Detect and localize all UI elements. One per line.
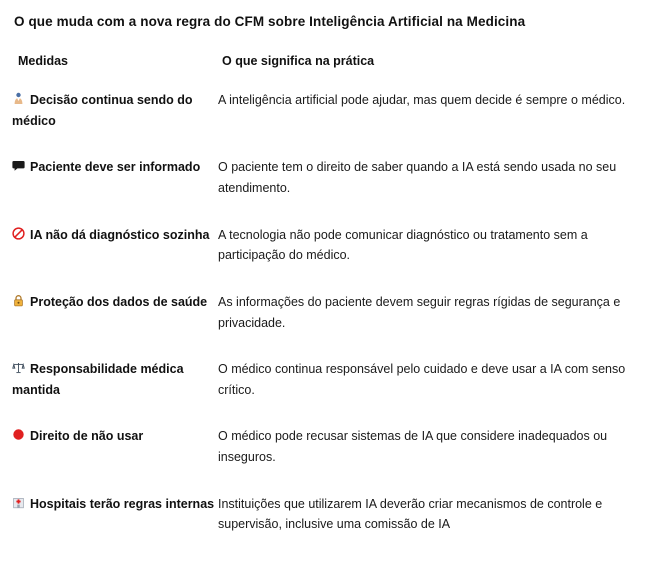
- hospital-icon: [12, 496, 25, 509]
- table-row: [12, 494, 655, 561]
- speech-bubble-icon: [12, 159, 25, 172]
- measure-label: Responsabilidade médica mantida: [12, 362, 184, 397]
- measure-label: Direito de não usar: [30, 429, 144, 444]
- column-header-meaning: O que significa na prática: [222, 54, 375, 69]
- measure-cell: [12, 90, 218, 157]
- measure-cell: [12, 225, 218, 292]
- table-row: [12, 292, 655, 359]
- meaning-cell: [218, 157, 655, 224]
- table-body: [12, 90, 655, 561]
- table-row: [12, 359, 655, 426]
- prohibited-icon: [12, 227, 25, 240]
- meaning-text: As informações do paciente devem seguir regras rígidas de segurança e privacidade.: [218, 294, 621, 330]
- measure-label: Paciente deve ser informado: [30, 160, 201, 175]
- meaning-text: A inteligência artificial pode ajudar, mas quem decide é sempre o médico.: [218, 93, 626, 108]
- lock-icon: [12, 294, 25, 307]
- meaning-cell: [218, 426, 655, 493]
- measure-cell: [12, 157, 218, 224]
- meaning-cell: [218, 292, 655, 359]
- measure-cell: [12, 292, 218, 359]
- table-header: [12, 54, 655, 90]
- measure-label: Hospitais terão regras internas: [30, 496, 215, 511]
- meaning-text: O paciente tem o direito de saber quando a IA está sendo usada no seu atendimento.: [218, 160, 617, 196]
- table-row: [12, 90, 655, 157]
- table-row: [12, 157, 655, 224]
- meaning-text: O médico pode recusar sistemas de IA que considere inadequados ou inseguros.: [218, 429, 608, 465]
- measure-label: IA não dá diagnóstico sozinha: [30, 227, 210, 242]
- person-doctor-icon: [12, 92, 25, 105]
- meaning-text: Instituições que utilizarem IA deverão criar mecanismos de controle e supervisão, inclusive uma comissão de IA: [218, 496, 603, 532]
- meaning-text: O médico continua responsável pelo cuidado e deve usar a IA com senso crítico.: [218, 362, 626, 397]
- red-circle-icon: [12, 428, 25, 441]
- column-header-measure: Medidas: [18, 54, 69, 69]
- measure-label: Decisão continua sendo do médico: [12, 93, 193, 128]
- measure-cell: [12, 494, 218, 561]
- meaning-text: A tecnologia não pode comunicar diagnóstico ou tratamento sem a participação do médico.: [218, 227, 588, 263]
- table-row: [12, 225, 655, 292]
- meaning-cell: [218, 90, 655, 157]
- page-title: O que muda com a nova regra do CFM sobre Inteligência Artificial na Medicina: [14, 14, 526, 29]
- measure-label: Proteção dos dados de saúde: [30, 294, 208, 309]
- meaning-cell: [218, 359, 655, 426]
- measures-table: [12, 54, 655, 561]
- measure-cell: [12, 426, 218, 493]
- table-header-row: [12, 54, 655, 90]
- meaning-cell: [218, 225, 655, 292]
- balance-scale-icon: [12, 361, 25, 374]
- table-row: [12, 426, 655, 493]
- measure-cell: [12, 359, 218, 426]
- meaning-cell: [218, 494, 655, 561]
